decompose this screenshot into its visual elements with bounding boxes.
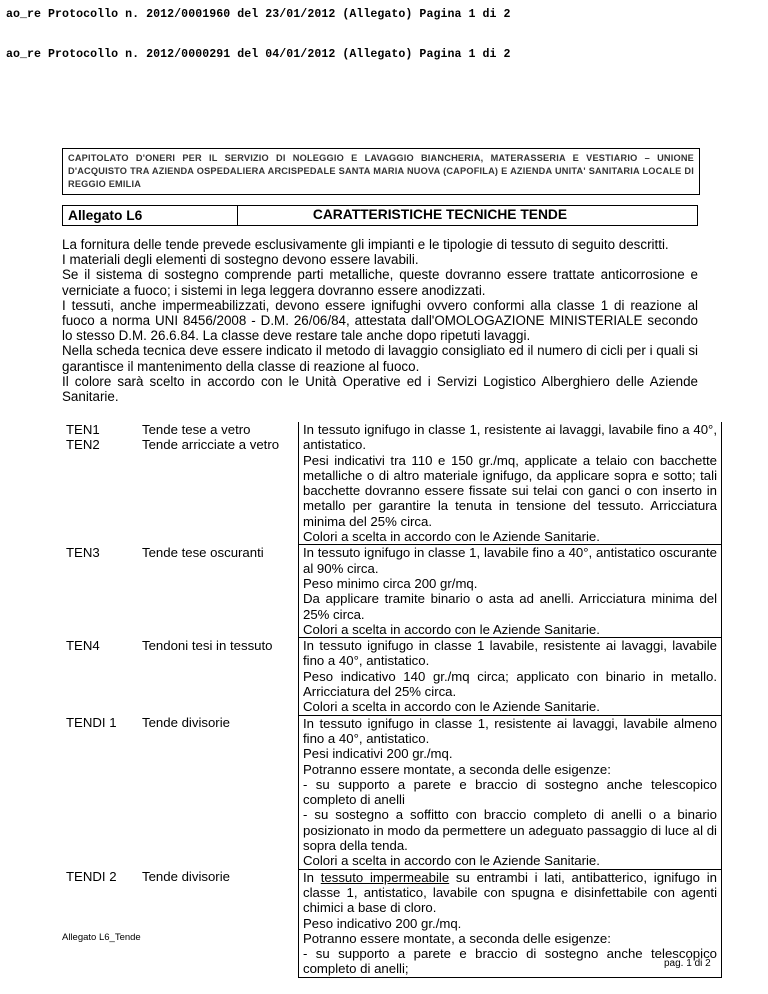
page-number: pag. 1 di 2 xyxy=(664,958,711,969)
description-line: Pesi indicativi tra 110 e 150 gr./mq, applicate a telaio con bacchette metalliche o di altro materiale ignifugo, da applicare sopra e sotto; tali bacchette dovranno essere fissate sui telai con ganci o con inserto in metallo per garantire la tenuta in tensione del tessuto. Arricciatura minima del 25% circa. xyxy=(303,452,717,529)
type: Tende divisorie xyxy=(142,715,230,731)
description-line xyxy=(303,870,717,916)
description-line: Peso indicativo 140 gr./mq circa; applicato con binario in metallo. Arricciatura del 25% circa. xyxy=(303,668,717,700)
protocol-line-2: ao_re Protocollo n. 2012/0000291 del 04/01/2012 (Allegato) Pagina 1 di 2 xyxy=(6,48,511,61)
type: Tende tese a vetro xyxy=(142,422,251,437)
code: TENDI 2 xyxy=(66,869,117,885)
footer-filename: Allegato L6_Tende xyxy=(62,932,141,943)
description-line: Peso indicativo 200 gr./mq. xyxy=(303,915,462,931)
description-rest: su entrambi i lati, antibatterico, ignifugo in classe 1, antistatico, lavabile con spugna e disinfettabile con agenti chimici a base di cloro. xyxy=(303,869,717,916)
code-cell xyxy=(62,869,138,977)
description-line: Colori a scelta in accordo con le Aziende Sanitarie. xyxy=(303,621,600,637)
allegato-label: Allegato L6 xyxy=(63,206,238,225)
description-line: In tessuto ignifugo in classe 1, resistente ai lavaggi, lavabile almeno fino a 40°, antistatico. xyxy=(303,715,717,746)
code-cell xyxy=(62,545,138,638)
type-cell xyxy=(138,545,299,638)
type-cell xyxy=(138,638,299,715)
description-cell xyxy=(299,422,722,545)
code: TEN2 xyxy=(66,437,100,453)
description-line: In tessuto ignifugo in classe 1, lavabile fino a 40°, antistatico oscurante al 90% circa. xyxy=(303,545,717,576)
table-row xyxy=(62,638,722,715)
intro-paragraph: La fornitura delle tende prevede esclusivamente gli impianti e le tipologie di tessuto di seguito descritti. xyxy=(62,237,669,252)
description-line: Potranno essere montate, a seconda delle esigenze: xyxy=(303,761,611,777)
intro-paragraph: I tessuti, anche impermeabilizzati, devono essere ignifughi ovvero conformi alla classe 1 di reazione al fuoco a norma UNI 8456/2008 - D.M. 26/06/84, attestata dall'OMOLOGAZIONE MINISTERIALE secondo lo stesso D.M. 26.6.84. La classe deve restare tale anche dopo ripetuti lavaggi. xyxy=(62,297,698,344)
description-line: - su sostegno a soffitto con braccio completo di anelli o a binario posizionato in modo da permettere un adeguato passaggio di luce al di sopra della tenda. xyxy=(303,807,717,854)
type: Tendoni tesi in tessuto xyxy=(142,637,273,653)
type-cell xyxy=(138,422,299,545)
type-cell xyxy=(138,869,299,977)
code-cell xyxy=(62,715,138,869)
specifications-table xyxy=(62,422,722,978)
code: TEN1 xyxy=(66,422,100,437)
description-cell xyxy=(299,715,722,869)
description-line: - su supporto a parete e braccio di sostegno anche telescopico completo di anelli xyxy=(303,776,717,808)
intro-paragraph: Se il sistema di sostegno comprende parti metalliche, queste dovranno essere trattate anticorrosione e verniciate a fuoco; i sistemi in lega leggera dovranno essere anodizzati. xyxy=(62,267,698,298)
underlined-term: tessuto impermeabile xyxy=(320,869,450,885)
code: TEN4 xyxy=(66,637,100,653)
tender-notice: CAPITOLATO D'ONERI PER IL SERVIZIO DI NOLEGGIO E LAVAGGIO BIANCHERIA, MATERASSERIA E VESTIARIO – UNIONE D'ACQUISTO TRA AZIENDA OSPEDALIERA ARCISPEDALE SANTA MARIA NUOVA (CAPOFILA) E AZIENDA UNITA' SANITARIA LOCALE DI REGGIO EMILIA xyxy=(62,148,700,195)
description-line: Colori a scelta in accordo con le Aziende Sanitarie. xyxy=(303,853,600,869)
table-row xyxy=(62,422,722,545)
type: Tende arricciate a vetro xyxy=(142,437,280,453)
type: Tende divisorie xyxy=(142,869,230,885)
description-line: - su supporto a parete e braccio di sostegno anche telescopico completo di anelli; xyxy=(303,946,717,977)
document-header xyxy=(62,205,698,226)
intro-paragraph: I materiali degli elementi di sostegno devono essere lavabili. xyxy=(62,252,419,268)
table-row xyxy=(62,545,722,638)
description-cell xyxy=(299,638,722,715)
description-prefix: In xyxy=(303,869,321,885)
table-row xyxy=(62,869,722,977)
type: Tende tese oscuranti xyxy=(142,544,264,560)
description-line: Colori a scelta in accordo con le Aziende Sanitarie. xyxy=(303,699,600,715)
code: TENDI 1 xyxy=(66,715,117,731)
code-cell xyxy=(62,422,138,545)
intro-paragraph: Il colore sarà scelto in accordo con le Unità Operative ed i Servizi Logistico Alberghiero delle Aziende Sanitarie. xyxy=(62,373,698,405)
table-row xyxy=(62,715,722,869)
protocol-line-1: ao_re Protocollo n. 2012/0001960 del 23/01/2012 (Allegato) Pagina 1 di 2 xyxy=(6,8,511,21)
description-cell xyxy=(299,869,722,977)
description-line: Colori a scelta in accordo con le Aziende Sanitarie. xyxy=(303,529,600,545)
intro-paragraph: Nella scheda tecnica deve essere indicato il metodo di lavaggio consigliato ed il numero di cicli per i quali si garantisce il mantenimento della classe di reazione al fuoco. xyxy=(62,343,698,374)
description-line: In tessuto ignifugo in classe 1 lavabile, resistente ai lavaggi, lavabile fino a 40°, antistatico. xyxy=(303,638,717,669)
description-cell xyxy=(299,545,722,638)
description-line: In tessuto ignifugo in classe 1, resistente ai lavaggi, lavabile fino a 40°, antistatico. xyxy=(303,422,717,453)
type-cell xyxy=(138,715,299,869)
description-line: Da applicare tramite binario o asta ad anelli. Arricciatura minima del 25% circa. xyxy=(303,591,717,622)
document-title: CARATTERISTICHE TECNICHE TENDE xyxy=(312,207,568,222)
description-line: Potranno essere montate, a seconda delle esigenze: xyxy=(303,930,611,946)
code-cell xyxy=(62,638,138,715)
intro-text xyxy=(62,237,698,404)
description-line: Peso minimo circa 200 gr/mq. xyxy=(303,575,478,591)
description-line: Pesi indicativi 200 gr./mq. xyxy=(303,746,453,762)
code: TEN3 xyxy=(66,544,100,560)
